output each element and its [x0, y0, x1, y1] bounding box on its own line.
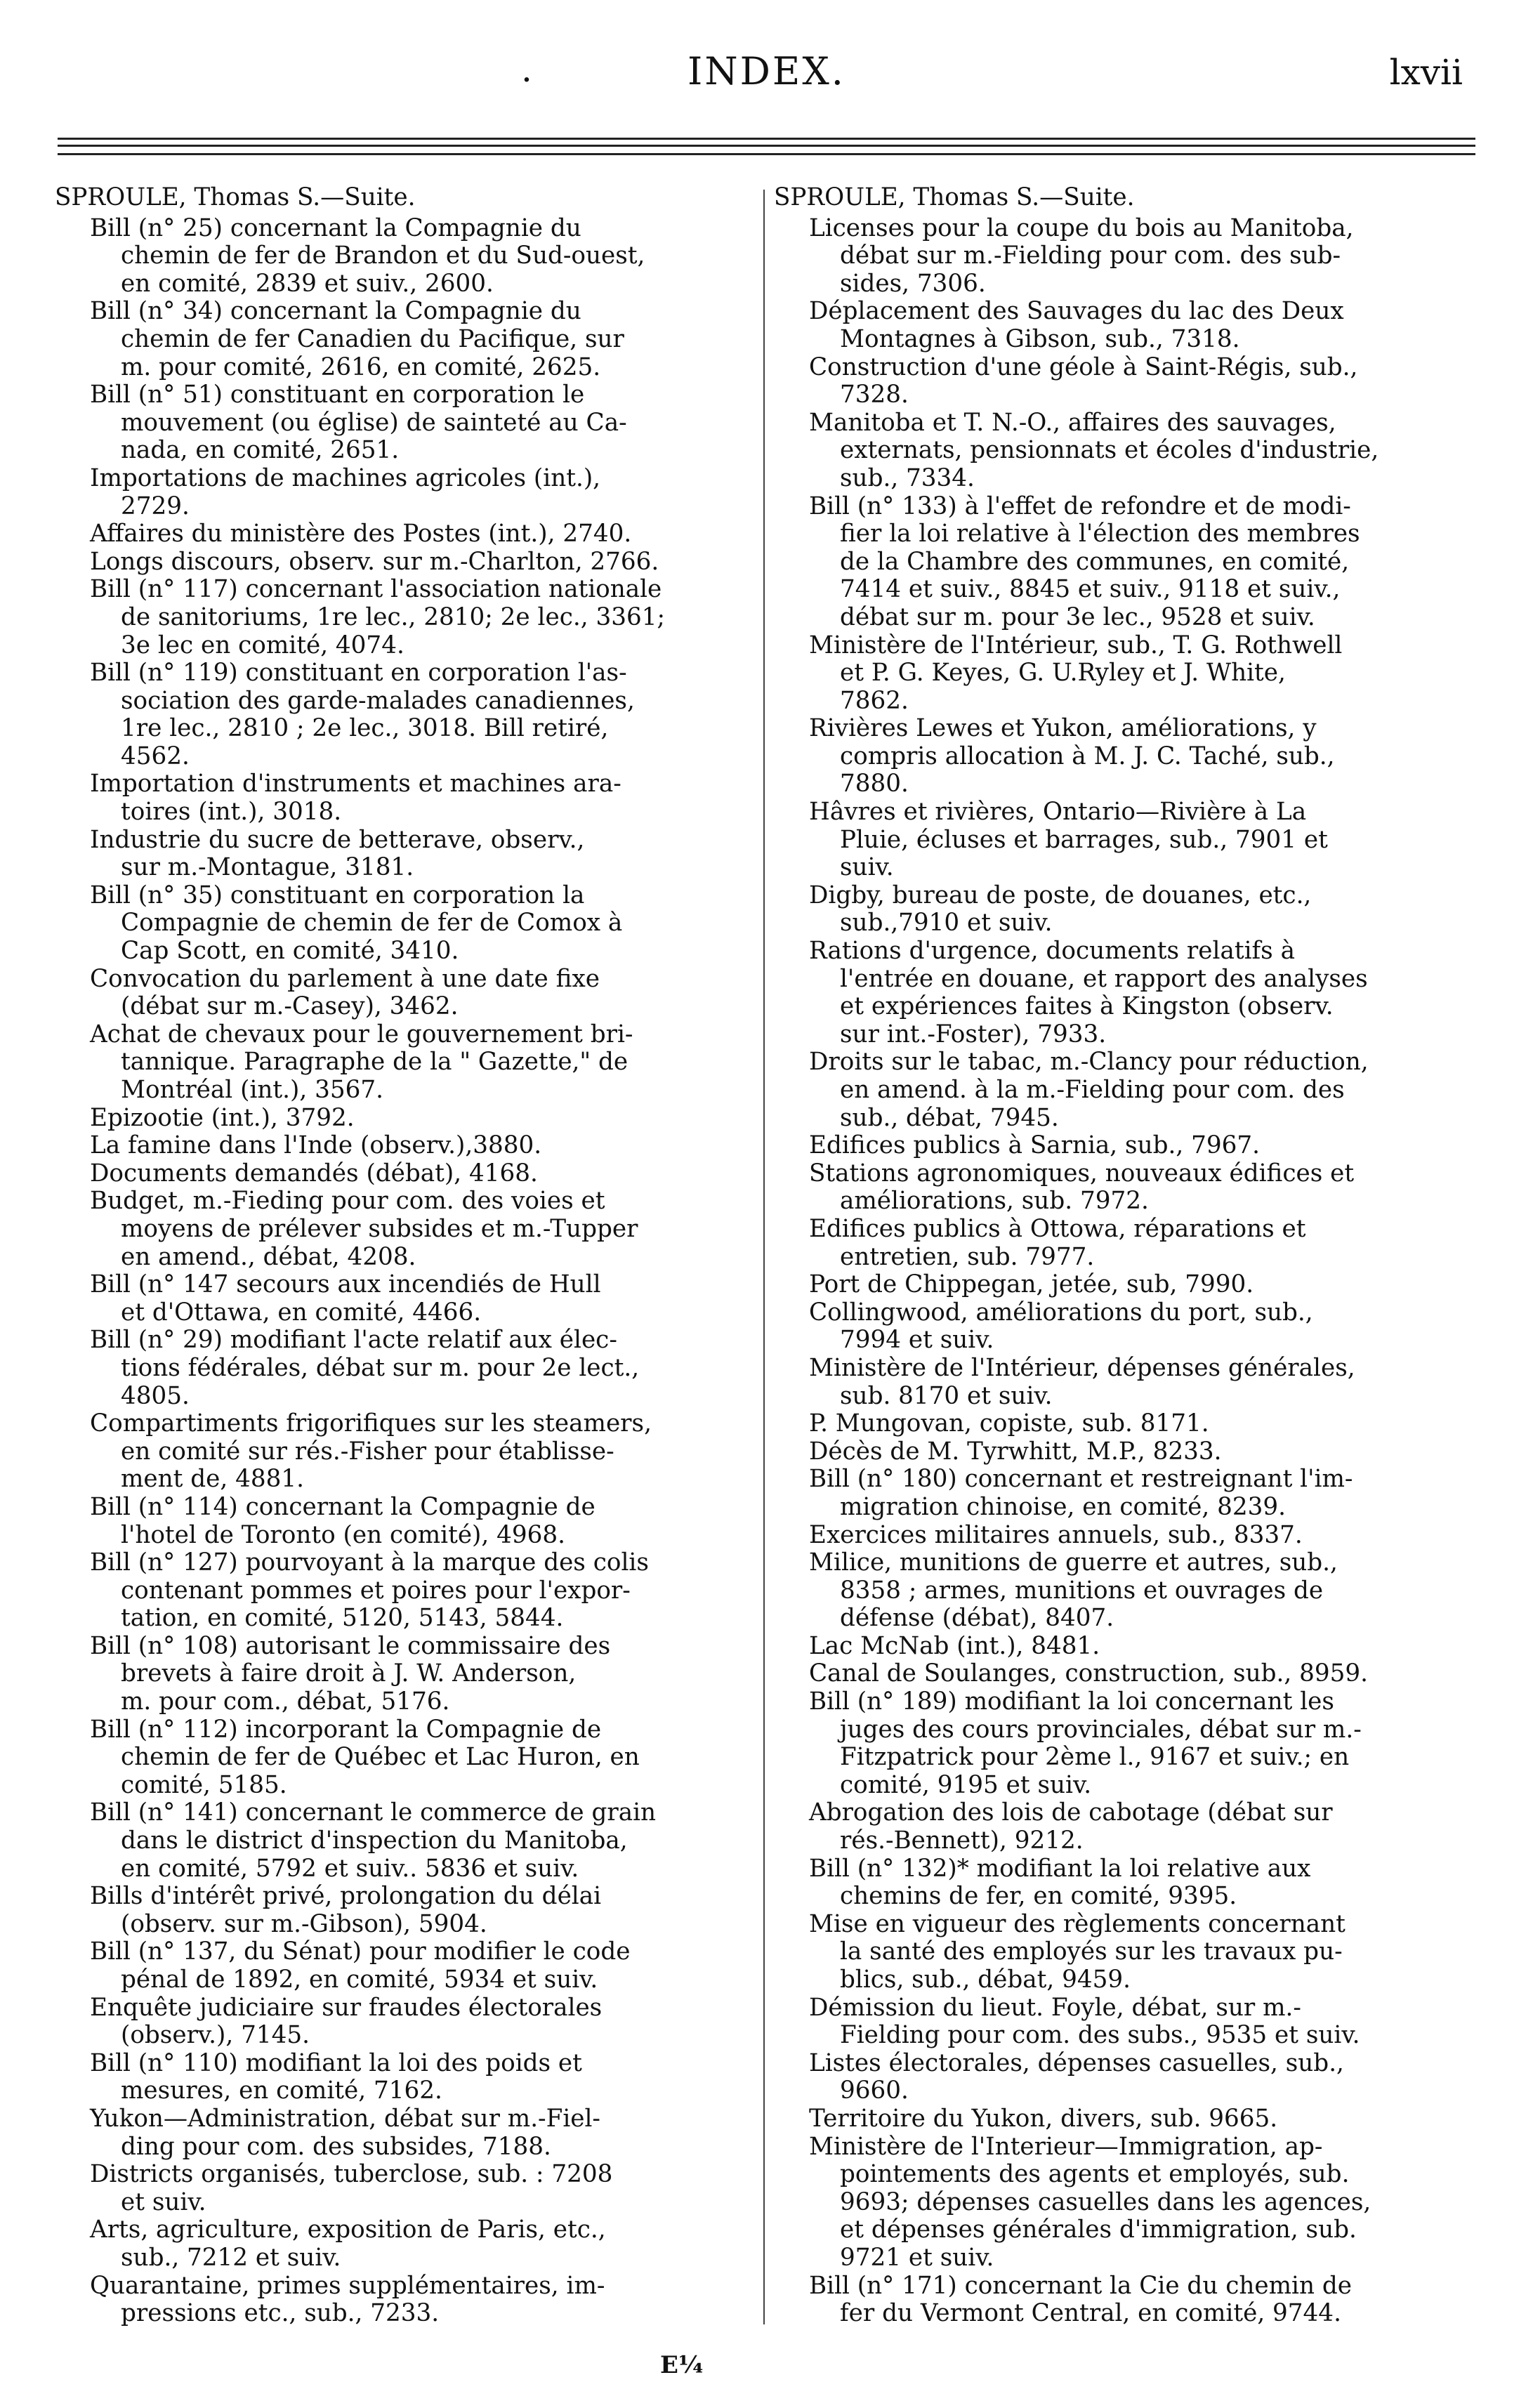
index-entry-line: Lac McNab (int.), 8481.: [809, 1631, 1100, 1660]
index-entry-line: Bill (n° 25) concernant la Compagnie du: [90, 213, 581, 242]
signature-mark: E¼: [660, 2351, 704, 2379]
index-entry-line: en amend. à la m.-Fielding pour com. des: [840, 1076, 1345, 1104]
index-entry-line: 7328.: [840, 381, 909, 409]
index-entry-line: Port de Chippegan, jetée, sub, 7990.: [809, 1270, 1254, 1299]
index-entry: [55, 1494, 764, 1549]
index-entry-line: ding pour com. des subsides, 7188.: [121, 2132, 551, 2161]
index-entry-line: nada, en comité, 2651.: [121, 436, 400, 465]
index-entry: [55, 1105, 764, 1133]
index-entry: [774, 1911, 1483, 1994]
index-entry: [774, 1549, 1483, 1633]
index-entry: [774, 1633, 1483, 1661]
index-entry-line: pressions etc., sub., 7233.: [121, 2299, 440, 2328]
page-title: INDEX.: [687, 49, 846, 93]
index-entry-line: 1re lec., 2810 ; 2e lec., 3018. Bill retiré,: [121, 714, 609, 743]
left-column-heading: SPROULE, Thomas S.—Suite.: [55, 183, 416, 211]
index-entry: [774, 215, 1483, 298]
index-entry-line: et suiv.: [121, 2187, 206, 2216]
index-entry-line: Listes électorales, dépenses casuelles, sub.,: [809, 2048, 1344, 2077]
index-entry-line: Compagnie de chemin de fer de Comox à: [121, 909, 623, 937]
index-entry-line: fer du Vermont Central, en comité, 9744.: [840, 2299, 1341, 2328]
index-entry-line: Bill (n° 117) concernant l'association nationale: [90, 575, 662, 604]
index-entry-line: (observ.), 7145.: [121, 2021, 310, 2050]
index-entry-line: mesures, en comité, 7162.: [121, 2077, 442, 2105]
header-rule: [58, 153, 1475, 155]
index-entry: [774, 937, 1483, 1048]
index-entry: [774, 409, 1483, 493]
index-entry: [774, 2133, 1483, 2272]
index-entry-line: Convocation du parlement à une date fixe: [90, 964, 600, 993]
index-entry-line: Abrogation des lois de cabotage (débat sur: [809, 1798, 1333, 1827]
index-entry-line: tions fédérales, débat sur m. pour 2e lect.,: [121, 1353, 640, 1382]
index-entry-line: sub.,7910 et suiv.: [840, 909, 1053, 937]
index-entry: [55, 827, 764, 882]
index-entry-line: Compartiments frigorifiques sur les steamers,: [90, 1409, 652, 1438]
index-entry: [55, 1187, 764, 1271]
index-entry-line: Bill (n° 35) constituant en corporation la: [90, 881, 585, 909]
index-entry-line: fier la loi relative à l'élection des membres: [840, 520, 1360, 548]
index-entry-line: Documents demandés (débat), 4168.: [90, 1159, 538, 1187]
index-entry-line: Fitzpatrick pour 2ème l., 9167 et suiv.; en: [840, 1743, 1350, 1772]
index-entry-line: sub. 8170 et suiv.: [840, 1381, 1053, 1410]
index-entry: [55, 1549, 764, 1633]
index-entry-line: Manitoba et T. N.-O., affaires des sauvages,: [809, 408, 1336, 437]
index-entry-line: Arts, agriculture, exposition de Paris, etc.,: [90, 2216, 606, 2244]
index-entry: [774, 1660, 1483, 1688]
index-entry-line: 7414 et suiv., 8845 et suiv., 9118 et suiv.,: [840, 575, 1341, 604]
index-entry-line: Licenses pour la coupe du bois au Manitoba,: [809, 213, 1354, 242]
index-entry-line: Importation d'instruments et machines ara-: [90, 770, 621, 798]
index-entry: [774, 1688, 1483, 1799]
index-entry-line: Districts organisés, tuberclose, sub. : 7208: [90, 2160, 613, 2189]
index-entry: [774, 1299, 1483, 1355]
index-entry-line: de sanitoriums, 1re lec., 2810; 2e lec., 3361;: [121, 603, 665, 631]
index-entry-line: (débat sur m.-Casey), 3462.: [121, 992, 459, 1021]
index-entry-line: Bill (n° 147 secours aux incendiés de Hull: [90, 1270, 601, 1299]
index-entry-line: Bills d'intérêt privé, prolongation du délai: [90, 1882, 602, 1911]
index-entry-line: Bill (n° 119) constituant en corporation l'as-: [90, 659, 627, 687]
index-entry-line: améliorations, sub. 7972.: [840, 1187, 1149, 1216]
index-entry-line: externats, pensionnats et écoles d'industrie,: [840, 436, 1379, 465]
index-entry-line: 7994 et suiv.: [840, 1326, 994, 1355]
index-entry-line: migration chinoise, en comité, 8239.: [840, 1492, 1287, 1521]
index-entry-line: Ministère de l'Intérieur, dépenses générales,: [809, 1353, 1355, 1382]
index-entry-line: Budget, m.-Fieding pour com. des voies et: [90, 1187, 605, 1216]
index-entry-line: Démission du lieut. Foyle, débat, sur m.-: [809, 1993, 1301, 2022]
index-entry: [774, 1048, 1483, 1132]
index-entry: [774, 1160, 1483, 1216]
index-entry-line: en comité, 5792 et suiv.. 5836 et suiv.: [121, 1854, 579, 1883]
index-entry: [55, 1633, 764, 1716]
index-entry: [55, 576, 764, 659]
index-entry: [774, 1994, 1483, 2050]
index-entry: [55, 2105, 764, 2161]
index-entry: [55, 1716, 764, 1800]
index-entry: [774, 1799, 1483, 1855]
index-entry-line: sur m.-Montague, 3181.: [121, 853, 414, 882]
index-entry-line: en comité sur rés.-Fisher pour établisse-: [121, 1437, 614, 1466]
index-entry-line: chemin de fer de Québec et Lac Huron, en: [121, 1743, 640, 1772]
index-entry-line: tation, en comité, 5120, 5143, 5844.: [121, 1604, 564, 1633]
index-entry: [55, 465, 764, 520]
index-entry: [55, 966, 764, 1021]
index-entry-line: m. pour comité, 2616, en comité, 2625.: [121, 353, 601, 381]
index-entry-line: Affaires du ministère des Postes (int.), 2740.: [90, 520, 632, 548]
index-entry: [55, 1327, 764, 1410]
index-entry-line: chemin de fer de Brandon et du Sud-ouest,: [121, 242, 645, 270]
index-entry-line: Achat de chevaux pour le gouvernement bri-: [90, 1020, 633, 1048]
index-entry: [774, 1271, 1483, 1299]
index-entry: [55, 215, 764, 298]
index-entry-line: Bill (n° 180) concernant et restreignant l'im-: [809, 1465, 1353, 1494]
index-entry-line: Construction d'une géole à Saint-Régis, sub.,: [809, 353, 1358, 381]
header-rule: [58, 138, 1475, 140]
index-entry: [774, 2105, 1483, 2133]
index-entry: [55, 1021, 764, 1105]
index-entry-line: Enquête judiciaire sur fraudes électorales: [90, 1993, 603, 2022]
index-entry-line: Importations de machines agricoles (int.),: [90, 463, 601, 492]
index-entry-line: Ministère de l'Intérieur, sub., T. G. Rothwell: [809, 631, 1343, 659]
index-entry-line: (observ. sur m.-Gibson), 5904.: [121, 1909, 487, 1938]
index-entry-line: Longs discours, observ. sur m.-Charlton, 2766.: [90, 547, 659, 576]
index-entry: [55, 548, 764, 577]
index-entry-line: Bill (n° 132)* modifiant la loi relative aux: [809, 1854, 1311, 1883]
index-entry-line: Pluie, écluses et barrages, sub., 7901 et: [840, 825, 1328, 854]
page-number: lxvii: [1389, 52, 1463, 93]
index-entry: [55, 1994, 764, 2050]
index-entry: [55, 882, 764, 966]
index-entry-line: Bill (n° 171) concernant la Cie du chemin de: [809, 2271, 1352, 2300]
index-entry-line: juges des cours provinciales, débat sur m.-: [840, 1715, 1362, 1744]
index-entry-line: Stations agronomiques, nouveaux édifices et: [809, 1159, 1355, 1187]
index-entry: [55, 2216, 764, 2272]
index-entry-line: Ministère de l'Interieur—Immigration, ap-: [809, 2132, 1323, 2161]
index-entry-line: Exercices militaires annuels, sub., 8337.: [809, 1520, 1303, 1549]
index-entry: [774, 1216, 1483, 1271]
index-entry-line: 9693; dépenses casuelles dans les agences,: [840, 2187, 1371, 2216]
index-entry-line: Bill (n° 127) pourvoyant à la marque des colis: [90, 1548, 649, 1577]
index-entry-line: 9660.: [840, 2077, 909, 2105]
header-rule: [58, 145, 1475, 147]
index-entry: [55, 1799, 764, 1883]
index-entry-line: Territoire du Yukon, divers, sub. 9665.: [809, 2104, 1278, 2133]
index-entry-line: Bill (n° 189) modifiant la loi concernant les: [809, 1687, 1334, 1716]
index-entry-line: Bill (n° 108) autorisant le commissaire des: [90, 1631, 611, 1660]
index-entry: [774, 632, 1483, 716]
index-entry-line: et d'Ottawa, en comité, 4466.: [121, 1298, 482, 1327]
index-entry-line: Digby, bureau de poste, de douanes, etc.,: [809, 881, 1312, 909]
index-entry-line: contenant pommes et poires pour l'expor-: [121, 1576, 631, 1605]
index-entry-line: dans le district d'inspection du Manitoba,: [121, 1827, 628, 1855]
index-entry-line: Collingwood, améliorations du port, sub.,: [809, 1298, 1313, 1327]
index-entry-line: ment de, 4881.: [121, 1465, 304, 1494]
index-entry-line: Mise en vigueur des règlements concernant: [809, 1909, 1346, 1938]
index-entry-line: débat sur m. pour 3e lec., 9528 et suiv.: [840, 603, 1315, 631]
index-entry: [774, 1466, 1483, 1521]
index-entry-line: m. pour com., débat, 5176.: [121, 1687, 450, 1716]
index-entry: [55, 1883, 764, 1938]
index-entry-line: Déplacement des Sauvages du lac des Deux: [809, 297, 1344, 326]
index-entry: [774, 298, 1483, 353]
index-entry-line: la santé des employés sur les travaux pu-: [840, 1937, 1343, 1966]
index-entry-line: de la Chambre des communes, en comité,: [840, 547, 1350, 576]
index-entry: [55, 2161, 764, 2216]
index-entry-line: Quarantaine, primes supplémentaires, im-: [90, 2271, 605, 2300]
index-entry-line: P. Mungovan, copiste, sub. 8171.: [809, 1409, 1209, 1438]
index-entry-line: Bill (n° 141) concernant le commerce de grain: [90, 1798, 657, 1827]
index-entry: [774, 2050, 1483, 2105]
index-entry-line: Montréal (int.), 3567.: [121, 1076, 383, 1104]
index-entry-line: 4562.: [121, 742, 190, 770]
index-entry-line: sub., 7212 et suiv.: [121, 2243, 341, 2272]
right-column-heading: SPROULE, Thomas S.—Suite.: [774, 183, 1135, 211]
index-entry-line: chemin de fer Canadien du Pacifique, sur: [121, 324, 624, 353]
index-entry: [55, 1938, 764, 1994]
index-entry-line: mouvement (ou église) de sainteté au Ca-: [121, 408, 627, 437]
index-entry-line: et expériences faites à Kingston (observ.: [840, 992, 1334, 1021]
index-entry-line: Bill (n° 110) modifiant la loi des poids et: [90, 2048, 582, 2077]
index-entry: [55, 2272, 764, 2328]
index-entry-line: Décès de M. Tyrwhitt, M.P., 8233.: [809, 1437, 1222, 1466]
index-entry-line: Milice, munitions de guerre et autres, sub.,: [809, 1548, 1338, 1577]
index-entry-line: toires (int.), 3018.: [121, 798, 342, 827]
index-entry-line: 8358 ; armes, munitions et ouvrages de: [840, 1576, 1324, 1605]
index-entry: [774, 1438, 1483, 1466]
index-entry-line: défense (débat), 8407.: [840, 1604, 1114, 1633]
index-entry-line: pointements des agents et employés, sub.: [840, 2160, 1350, 2189]
index-entry-line: Bill (n° 114) concernant la Compagnie de: [90, 1492, 596, 1521]
right-column: [774, 184, 1483, 2328]
index-entry: [774, 1522, 1483, 1550]
index-entry: [55, 770, 764, 826]
header-dot: .: [521, 49, 532, 90]
index-entry: [55, 1132, 764, 1160]
index-entry-line: 2729.: [121, 492, 190, 520]
index-entry-line: sides, 7306.: [840, 269, 986, 298]
left-column: [55, 184, 764, 2328]
index-entry-line: Droits sur le tabac, m.-Clancy pour réduction,: [809, 1048, 1369, 1077]
index-entry-line: rés.-Bennett), 9212.: [840, 1827, 1084, 1855]
index-entry-line: brevets à faire droit à J. W. Anderson,: [121, 1659, 577, 1688]
index-entry-line: Edifices publics à Sarnia, sub., 7967.: [809, 1131, 1260, 1160]
index-entry-line: sur int.-Foster), 7933.: [840, 1020, 1107, 1048]
index-entry-line: La famine dans l'Inde (observ.),3880.: [90, 1131, 542, 1160]
index-entry-line: 7880.: [840, 770, 909, 798]
index-entry-line: Epizootie (int.), 3792.: [90, 1103, 355, 1132]
index-entry-line: pénal de 1892, en comité, 5934 et suiv.: [121, 1966, 598, 1994]
index-entry-line: en amend., débat, 4208.: [121, 1242, 416, 1271]
index-entry-line: et P. G. Keyes, G. U.Ryley et J. White,: [840, 659, 1286, 687]
index-entry: [774, 1855, 1483, 1911]
index-entry: [774, 798, 1483, 882]
index-entry: [774, 493, 1483, 632]
index-entry: [55, 2050, 764, 2105]
index-entry-line: Bill (n° 112) incorporant la Compagnie de: [90, 1715, 602, 1744]
index-entry-line: moyens de prélever subsides et m.-Tupper: [121, 1214, 638, 1243]
index-entry: [55, 298, 764, 381]
index-entry-line: Bill (n° 137, du Sénat) pour modifier le code: [90, 1937, 631, 1966]
index-entry-line: suiv.: [840, 853, 894, 882]
index-entry-line: l'hotel de Toronto (en comité), 4968.: [121, 1520, 566, 1549]
index-entry-line: entretien, sub. 7977.: [840, 1242, 1095, 1271]
index-entry-line: comité, 5185.: [121, 1770, 287, 1799]
index-entry-line: chemins de fer, en comité, 9395.: [840, 1882, 1237, 1911]
index-entry-line: 9721 et suiv.: [840, 2243, 994, 2272]
index-entry-line: comité, 9195 et suiv.: [840, 1770, 1092, 1799]
index-entry: [774, 882, 1483, 937]
index-entry: [55, 659, 764, 770]
index-entry-line: 3e lec en comité, 4074.: [121, 631, 404, 659]
index-entry: [55, 1271, 764, 1327]
column-divider: [763, 190, 765, 2324]
index-entry: [774, 1132, 1483, 1160]
index-entry-line: sub., débat, 7945.: [840, 1103, 1059, 1132]
index-entry-line: Rations d'urgence, documents relatifs à: [809, 937, 1295, 966]
index-entry: [774, 1355, 1483, 1410]
index-entry-line: Bill (n° 133) à l'effet de refondre et de modi-: [809, 492, 1351, 520]
index-entry: [774, 354, 1483, 409]
index-entry-line: et dépenses générales d'immigration, sub.: [840, 2216, 1357, 2244]
index-entry: [55, 381, 764, 465]
index-entry-line: débat sur m.-Fielding pour com. des sub-: [840, 242, 1341, 270]
index-entry-line: Bill (n° 34) concernant la Compagnie du: [90, 297, 581, 326]
index-entry-line: Fielding pour com. des subs., 9535 et suiv.: [840, 2021, 1360, 2050]
index-entry-line: 7862.: [840, 686, 909, 715]
index-entry-line: Hâvres et rivières, Ontario—Rivière à La: [809, 798, 1307, 827]
index-entry-line: Edifices publics à Ottowa, réparations et: [809, 1214, 1306, 1243]
index-entry: [55, 1160, 764, 1188]
index-entry-line: l'entrée en douane, et rapport des analyses: [840, 964, 1368, 993]
index-entry-line: sociation des garde-malades canadiennes,: [121, 686, 635, 715]
index-entry-line: Canal de Soulanges, construction, sub., 8959.: [809, 1659, 1368, 1688]
index-entry-line: Montagnes à Gibson, sub., 7318.: [840, 324, 1240, 353]
index-entry: [55, 1410, 764, 1494]
index-entry-line: Rivières Lewes et Yukon, améliorations, y: [809, 714, 1317, 743]
index-entry-line: blics, sub., débat, 9459.: [840, 1966, 1131, 1994]
index-entry-line: tannique. Paragraphe de la " Gazette," de: [121, 1048, 629, 1077]
index-entry-line: 4805.: [121, 1381, 190, 1410]
index-entry-line: compris allocation à M. J. C. Taché, sub.,: [840, 742, 1335, 770]
index-entry-line: en comité, 2839 et suiv., 2600.: [121, 269, 494, 298]
index-entry-line: sub., 7334.: [840, 463, 975, 492]
index-entry-line: Yukon—Administration, débat sur m.-Fiel-: [90, 2104, 600, 2133]
index-entry: [55, 520, 764, 548]
index-entry: [774, 1410, 1483, 1438]
index-entry-line: Bill (n° 51) constituant en corporation le: [90, 381, 585, 409]
index-entry-line: Bill (n° 29) modifiant l'acte relatif aux élec-: [90, 1326, 617, 1355]
index-entry: [774, 2272, 1483, 2328]
index-entry: [774, 715, 1483, 798]
index-entry-line: Cap Scott, en comité, 3410.: [121, 937, 459, 966]
index-entry-line: Industrie du sucre de betterave, observ.,: [90, 825, 585, 854]
